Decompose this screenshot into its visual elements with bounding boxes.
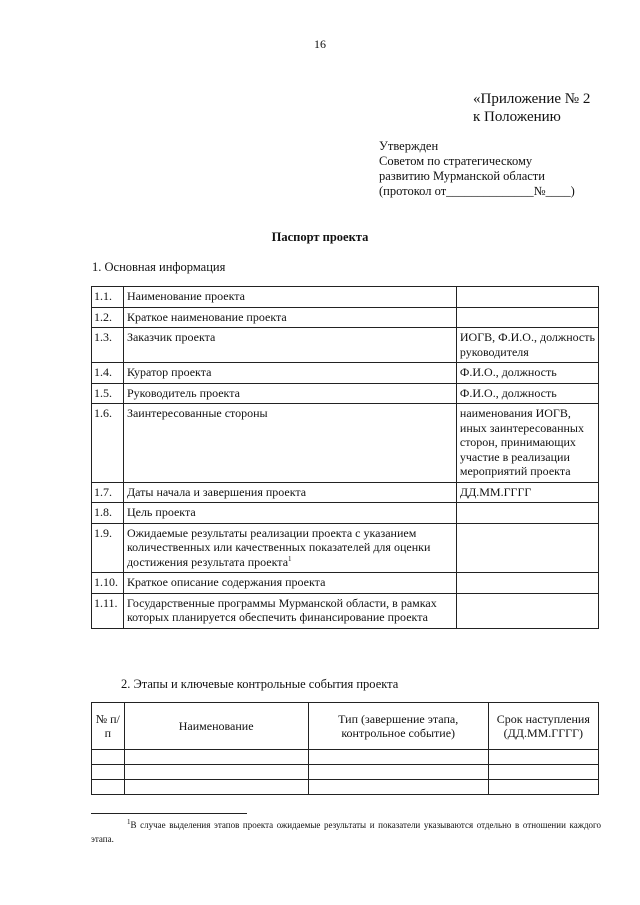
- row-value: ДД.ММ.ГГГГ: [456, 482, 598, 503]
- table-row: [92, 404, 599, 483]
- column-header-number: № п/п: [92, 703, 125, 750]
- table-row: [92, 765, 599, 780]
- table-cell: [308, 780, 488, 795]
- footnote-reference: 1: [288, 554, 292, 563]
- row-number: 1.5.: [92, 383, 124, 404]
- section-1-heading: 1. Основная информация: [92, 260, 226, 274]
- table-row: [92, 593, 599, 628]
- row-name-with-footnote: [123, 523, 456, 573]
- footnote-mark: 1: [127, 818, 131, 826]
- table-row: [92, 780, 599, 795]
- row-name: Краткое описание содержания проекта: [123, 573, 456, 594]
- approval-line-1: Утвержден: [379, 139, 439, 153]
- table-cell: [124, 780, 308, 795]
- row-value: [456, 287, 598, 308]
- row-value: ИОГВ, Ф.И.О., должность руководителя: [456, 328, 598, 363]
- footnote-separator: [91, 813, 247, 814]
- row-value: [456, 523, 598, 573]
- column-header-type: Тип (завершение этапа, контрольное событие): [308, 703, 488, 750]
- row-value: [456, 573, 598, 594]
- row-number: 1.8.: [92, 503, 124, 524]
- document-title: Паспорт проекта: [271, 230, 369, 244]
- table-cell: [488, 780, 598, 795]
- table-cell: [92, 765, 125, 780]
- table-row: [92, 363, 599, 384]
- table-cell: [488, 750, 598, 765]
- table-cell: [92, 780, 125, 795]
- row-number: 1.4.: [92, 363, 124, 384]
- row-name: Заинтересованные стороны: [123, 404, 456, 483]
- approval-line-4: (протокол от______________№____): [379, 184, 575, 198]
- table-header-row: [92, 703, 599, 750]
- table-cell: [308, 765, 488, 780]
- row-value: наименования ИОГВ, иных заинтересованных сторон, принимающих участие в реализации мероприятий проекта: [456, 404, 598, 483]
- row-name: Цель проекта: [123, 503, 456, 524]
- row-name: Краткое наименование проекта: [123, 307, 456, 328]
- row-name: Ожидаемые результаты реализации проекта с указанием количественных или качественных показателей для оценки достижения результата проекта: [126, 525, 431, 569]
- annex-line-1: «Приложение № 2: [473, 91, 591, 107]
- table-cell: [488, 765, 598, 780]
- table-cell: [124, 750, 308, 765]
- table-cell: [92, 750, 125, 765]
- row-name: Куратор проекта: [123, 363, 456, 384]
- basic-info-table-body: [92, 287, 599, 629]
- row-number: 1.3.: [92, 328, 124, 363]
- row-value: Ф.И.О., должность: [456, 383, 598, 404]
- footnote-text: В случае выделения этапов проекта ожидаемые результаты и показатели указываются отдельно в отношении каждого этапа.: [91, 820, 601, 844]
- row-name: Государственные программы Мурманской области, в рамках которых планируется обеспечить финансирование проекта: [123, 593, 456, 628]
- table-row: [92, 750, 599, 765]
- row-number: 1.7.: [92, 482, 124, 503]
- row-value: [456, 503, 598, 524]
- row-number: 1.6.: [92, 404, 124, 483]
- stages-table: [91, 702, 599, 795]
- approval-line-3: развитию Мурманской области: [379, 169, 545, 183]
- row-name: Заказчик проекта: [123, 328, 456, 363]
- basic-info-table: [91, 286, 599, 629]
- footnote: [91, 818, 601, 846]
- row-name: Наименование проекта: [123, 287, 456, 308]
- row-number: 1.1.: [92, 287, 124, 308]
- column-header-name: Наименование: [124, 703, 308, 750]
- table-cell: [308, 750, 488, 765]
- approval-block: [379, 139, 575, 199]
- row-number: 1.11.: [92, 593, 124, 628]
- annex-header: [473, 90, 590, 126]
- section-2-heading: 2. Этапы и ключевые контрольные события проекта: [121, 677, 399, 691]
- table-row: [92, 307, 599, 328]
- page-number: 16: [314, 37, 326, 51]
- table-row: [92, 523, 599, 573]
- table-row: [92, 503, 599, 524]
- approval-line-2: Советом по стратегическому: [379, 154, 533, 168]
- table-row: [92, 287, 599, 308]
- row-number: 1.10.: [92, 573, 124, 594]
- table-row: [92, 573, 599, 594]
- row-number: 1.9.: [92, 523, 124, 573]
- row-value: [456, 593, 598, 628]
- row-name: Даты начала и завершения проекта: [123, 482, 456, 503]
- column-header-deadline: Срок наступления (ДД.ММ.ГГГГ): [488, 703, 598, 750]
- row-value: [456, 307, 598, 328]
- row-number: 1.2.: [92, 307, 124, 328]
- table-row: [92, 383, 599, 404]
- row-name: Руководитель проекта: [123, 383, 456, 404]
- table-row: [92, 328, 599, 363]
- row-value: Ф.И.О., должность: [456, 363, 598, 384]
- annex-line-2: к Положению: [473, 109, 561, 125]
- table-row: [92, 482, 599, 503]
- table-cell: [124, 765, 308, 780]
